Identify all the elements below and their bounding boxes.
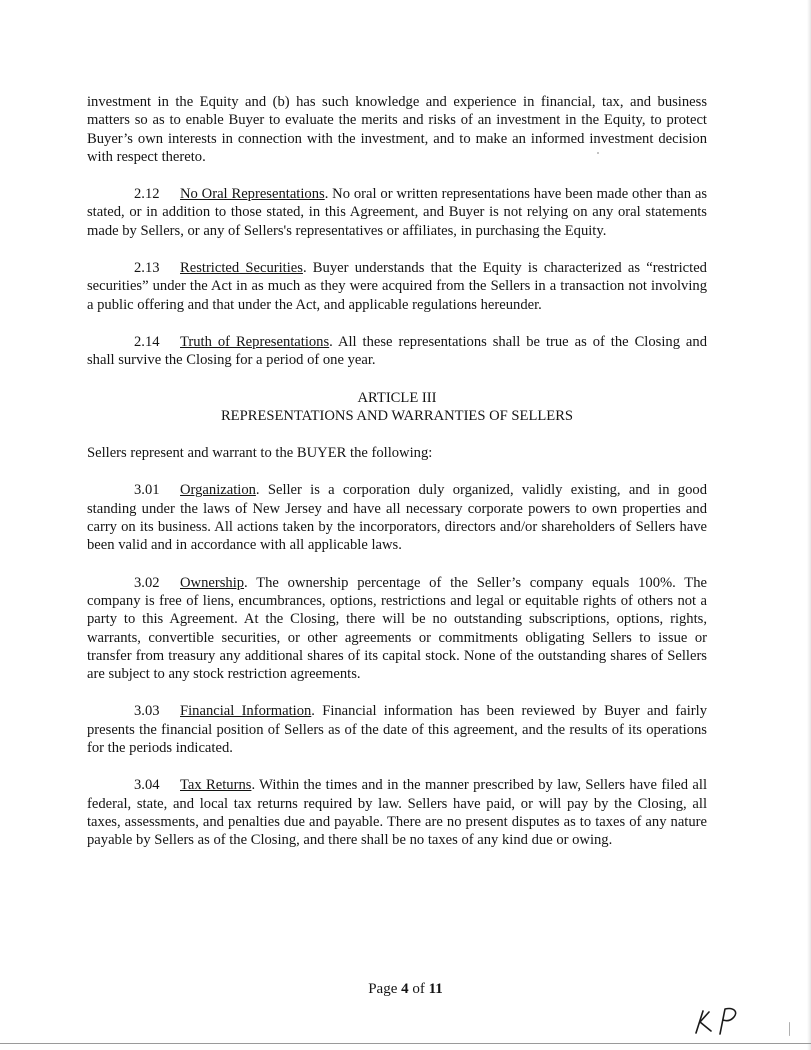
section-text: . All these representations shall be true as of the Closing and shall survive the Closing for a period of one year. [87,333,707,369]
section-title: Financial Information [180,703,312,720]
lead-in-text: Sellers represent and warrant to the BUYER the following: [87,445,433,462]
section-title: Tax Returns [180,777,252,794]
intro-paragraph: investment in the Equity and (b) has such knowledge and experience in financial, tax, and business matters so as to enable Buyer to evaluate the merits and risks of an investment in the Equity, to protect Buyer’s own interests in connection with the investment, and to make an informed investment decision with respect thereto. [87,94,707,165]
scan-bottom-edge [0,1043,811,1044]
section-number: 3.01 [134,482,160,499]
total-page-count: 11 [428,981,443,997]
section-title: Ownership [180,574,245,591]
section-number: 3.03 [134,703,160,720]
section-title: No Oral Representations [180,186,325,203]
page-footer [0,981,811,998]
section-text: . Within the times and in the manner prescribed by law, Sellers have filed all federal, state, and local tax returns required by law. Sellers have paid, or will pay by the Closing, all taxes, assessments, and penalties due and payable. There are no present disputes as to taxes of any nature payable by Sellers as of the Closing, and there shall be no taxes of any kind due or owing. [87,777,708,849]
section-title: Truth of Representations [180,333,330,350]
section-3-01 [87,481,707,554]
section-text: . Buyer understands that the Equity is characterized as “restricted securities” under the Act in as much as they were acquired from the Sellers in a transaction not involving a public offering and that under the Act, and applicable regulations hereunder. [87,260,707,313]
section-text: . Financial information has been reviewed by Buyer and fairly presents the financial position of Sellers as of the date of this agreement, and the results of its operations for the periods indicated. [87,703,707,757]
section-title: Restricted Securities [180,260,303,277]
section-2-12 [87,185,707,240]
section-2-14 [87,333,707,370]
section-number: 3.04 [134,777,160,794]
current-page-number: 4 [401,981,409,997]
of-word: of [412,981,425,997]
section-3-03 [87,702,707,757]
section-text: . The ownership percentage of the Seller’s company equals 100%. The company is free of liens, encumbrances, options, restrictions and legal or equitable rights of others not a party to this Agreement. At the Closing, there will be no outstanding subscriptions, options, rights, warrants, convertible securities, or other agreements or commitments obligating Sellers to issue or transfer from treasury any additional shares of its capital stock. None of the outstanding shares of Sellers are subject to any stock restriction agreements. [87,574,707,683]
section-number: 2.12 [134,186,160,203]
scan-edge-shadow [807,0,811,1050]
article-title: REPRESENTATIONS AND WARRANTIES OF SELLERS [220,407,574,424]
page-word: Page [368,981,398,997]
section-number: 2.13 [134,260,160,277]
article-heading [87,389,707,426]
scan-speck [789,1022,790,1036]
section-text: . No oral or written representations have been made other than as stated, or in addition to those stated, in this Agreement, and Buyer is not relying on any oral statements made by Sellers, or any of Sellers's representatives or affiliates, in purchasing the Equity. [87,186,708,239]
section-2-13 [87,259,707,314]
section-3-02 [87,574,707,684]
section-title: Organization [180,482,256,499]
article-number: ARTICLE III [357,389,437,406]
document-body [87,93,707,869]
section-3-04 [87,776,707,849]
section-number: 3.02 [134,574,160,591]
section-number: 2.14 [134,333,160,350]
section-text: . Seller is a corporation duly organized, validly existing, and in good standing under the laws of New Jersey and have all necessary corporate powers to own properties and carry on its business. All actions taken by the incorporators, directors and/or shareholders of Sellers have been valid and in accordance with all applicable laws. [87,482,707,554]
scan-speck [597,152,599,154]
handwritten-initials-icon [690,1003,750,1037]
